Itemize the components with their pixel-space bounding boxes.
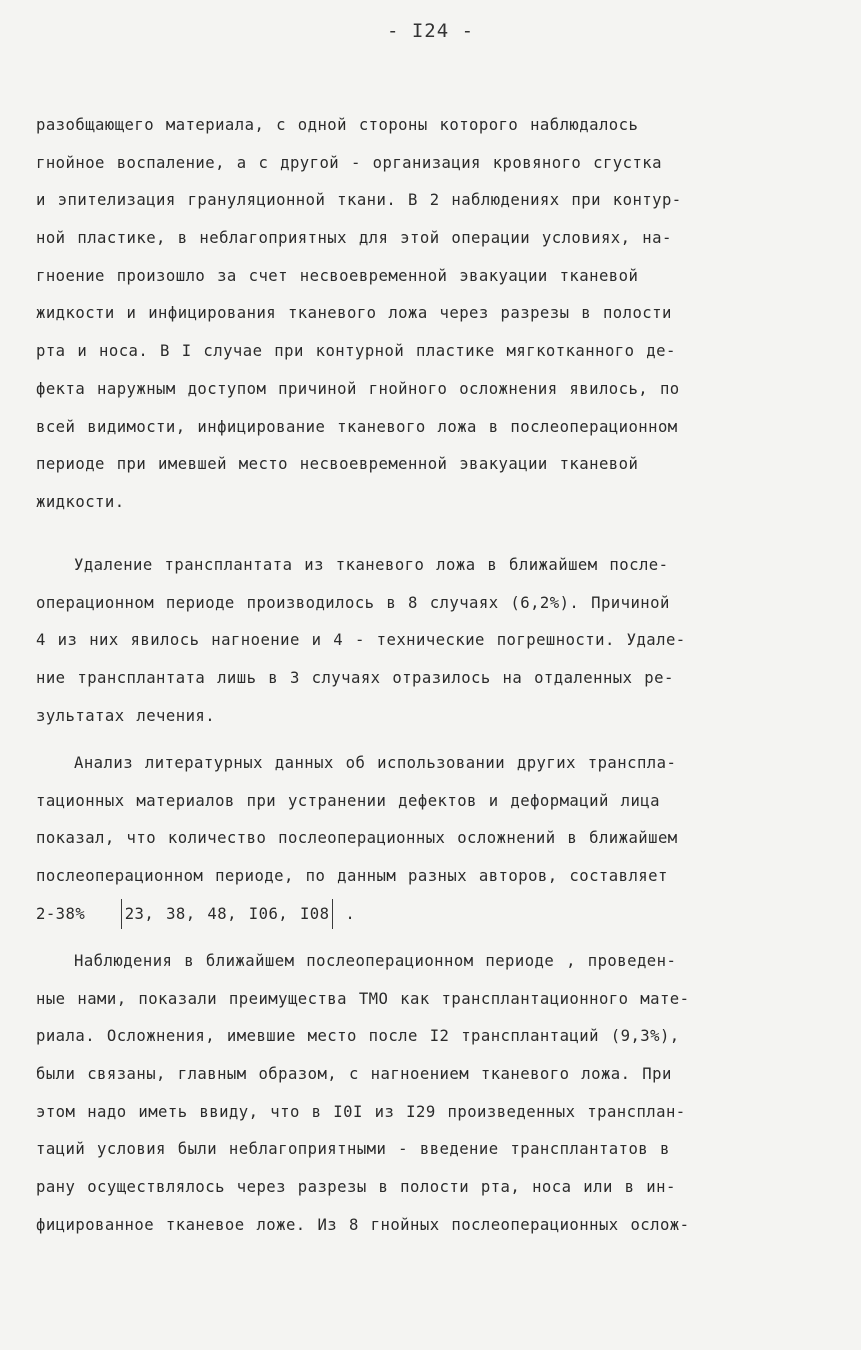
paragraph-3 xyxy=(36,745,816,933)
text-line: операционном периоде производилось в 8 случаях (6,2%). Причиной xyxy=(36,593,670,612)
page-number: - I24 - xyxy=(386,20,475,42)
text-line: рта и носа. В I случае при контурной пластике мягкотканного де- xyxy=(36,342,676,361)
text-line: послеоперационном периоде, по данным разных авторов, составляет xyxy=(36,867,668,886)
text-line: разобщающего материала, с одной стороны которого наблюдалось xyxy=(36,116,639,134)
text-line: ние трансплантата лишь в 3 случаях отразилось на отдаленных ре- xyxy=(36,669,674,688)
text-line: были связаны, главным образом, с нагноением тканевого ложа. При xyxy=(36,1065,672,1084)
text-line: Наблюдения в ближайшем послеоперационном периоде , проведен- xyxy=(74,952,677,970)
text-line: всей видимости, инфицирование тканевого ложа в послеоперационном xyxy=(36,417,678,436)
text-line: 4 из них явилось нагноение и 4 - технические погрешности. Удале- xyxy=(36,631,686,650)
paragraph-2 xyxy=(36,547,816,735)
text-line: этом надо иметь ввиду, что в I0I из I29 произведенных трансплан- xyxy=(36,1102,686,1121)
text-line: ной пластике, в неблагоприятных для этой операции условиях, на- xyxy=(36,229,672,248)
text-line: ные нами, показали преимущества ТМО как трансплантационного мате- xyxy=(36,989,690,1008)
text-line: Удаление трансплантата из тканевого ложа в ближайшем после- xyxy=(74,556,669,574)
sentence-period: . xyxy=(345,904,356,923)
text-line: рану осуществлялось через разрезы в полости рта, носа или в ин- xyxy=(36,1178,676,1197)
text-line: фицированное тканевое ложе. Из 8 гнойных послеоперационных ослож- xyxy=(36,1215,690,1234)
text-line: таций условия были неблагоприятными - введение трансплантатов в xyxy=(36,1140,670,1159)
text-line-references xyxy=(36,896,816,934)
text-line: жидкости. xyxy=(36,492,125,511)
paragraph-1 xyxy=(36,107,816,522)
text-line: зультатах лечения. xyxy=(36,706,216,725)
text-line: гнойное воспаление, а с другой - организация кровяного сгустка xyxy=(36,153,662,172)
text-line: и эпителизация грануляционной ткани. В 2 наблюдениях при контур- xyxy=(36,191,682,210)
reference-list: 23, 38, 48, I06, I08 xyxy=(121,899,334,929)
percentage-range: 2-38% xyxy=(36,904,86,923)
text-line: тационных материалов при устранении дефектов и деформаций лица xyxy=(36,791,660,810)
paragraph-4 xyxy=(36,943,816,1245)
text-line: показал, что количество послеоперационных осложнений в ближайшем xyxy=(36,829,678,848)
text-line: фекта наружным доступом причиной гнойного осложнения явилось, по xyxy=(36,379,680,398)
text-line: гноение произошло за счет несвоевременной эвакуации тканевой xyxy=(36,266,639,285)
text-line: периоде при имевшей место несвоевременной эвакуации тканевой xyxy=(36,455,639,474)
text-line: жидкости и инфицирования тканевого ложа через разрезы в полости xyxy=(36,304,672,323)
text-line: Анализ литературных данных об использовании других транспла- xyxy=(74,754,677,772)
text-line: риала. Осложнения, имевшие место после I2 трансплантаций (9,3%), xyxy=(36,1027,680,1046)
